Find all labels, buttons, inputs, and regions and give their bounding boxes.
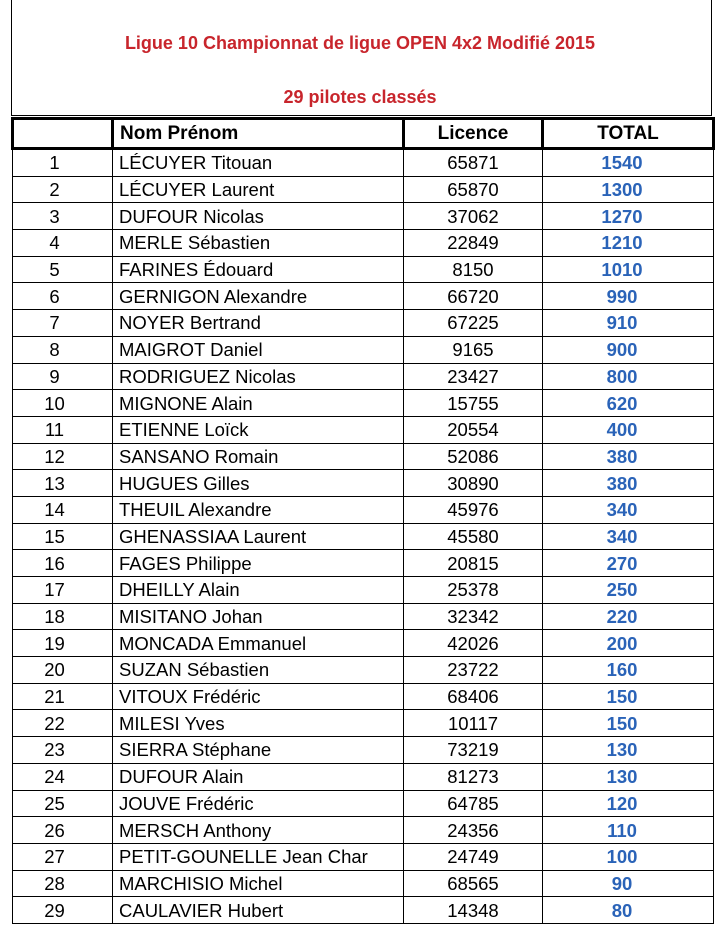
total-column-header: TOTAL	[543, 119, 714, 149]
table-row	[13, 443, 714, 470]
name-cell: MERLE Sébastien	[113, 230, 404, 257]
total-cell: 130	[543, 737, 714, 764]
licence-cell: 68565	[404, 870, 543, 897]
total-cell: 400	[543, 416, 714, 443]
licence-cell: 52086	[404, 443, 543, 470]
name-cell: SANSANO Romain	[113, 443, 404, 470]
rank-cell: 15	[13, 523, 113, 550]
licence-cell: 20554	[404, 416, 543, 443]
table-row	[13, 523, 714, 550]
name-cell: MERSCH Anthony	[113, 817, 404, 844]
name-cell: LÉCUYER Laurent	[113, 176, 404, 203]
name-cell: DUFOUR Nicolas	[113, 203, 404, 230]
licence-cell: 67225	[404, 310, 543, 337]
rank-cell: 22	[13, 710, 113, 737]
name-cell: MISITANO Johan	[113, 603, 404, 630]
licence-cell: 81273	[404, 763, 543, 790]
rank-cell: 2	[13, 176, 113, 203]
licence-cell: 8150	[404, 256, 543, 283]
name-cell: MILESI Yves	[113, 710, 404, 737]
page-subtitle: 29 pilotes classés	[283, 87, 437, 107]
table-header-row	[13, 119, 714, 149]
total-cell: 1210	[543, 230, 714, 257]
total-cell: 270	[543, 550, 714, 577]
licence-cell: 9165	[404, 336, 543, 363]
table-row	[13, 710, 714, 737]
name-cell: THEUIL Alexandre	[113, 496, 404, 523]
table-row	[13, 683, 714, 710]
name-cell: CAULAVIER Hubert	[113, 897, 404, 924]
licence-cell: 65871	[404, 149, 543, 177]
total-cell: 800	[543, 363, 714, 390]
licence-cell: 73219	[404, 737, 543, 764]
licence-cell: 24356	[404, 817, 543, 844]
name-cell: MARCHISIO Michel	[113, 870, 404, 897]
total-cell: 80	[543, 897, 714, 924]
rank-cell: 11	[13, 416, 113, 443]
rank-cell: 13	[13, 470, 113, 497]
licence-cell: 23427	[404, 363, 543, 390]
total-cell: 220	[543, 603, 714, 630]
rank-cell: 20	[13, 657, 113, 684]
rank-cell: 17	[13, 577, 113, 604]
total-cell: 1010	[543, 256, 714, 283]
table-row	[13, 843, 714, 870]
licence-cell: 30890	[404, 470, 543, 497]
licence-cell: 10117	[404, 710, 543, 737]
name-cell: GERNIGON Alexandre	[113, 283, 404, 310]
name-cell: FAGES Philippe	[113, 550, 404, 577]
licence-cell: 32342	[404, 603, 543, 630]
table-row	[13, 496, 714, 523]
rank-cell: 24	[13, 763, 113, 790]
licence-column-header: Licence	[404, 119, 543, 149]
licence-cell: 15755	[404, 390, 543, 417]
table-row	[13, 630, 714, 657]
name-cell: GHENASSIAA Laurent	[113, 523, 404, 550]
table-row	[13, 256, 714, 283]
licence-cell: 24749	[404, 843, 543, 870]
total-cell: 1540	[543, 149, 714, 177]
table-row	[13, 817, 714, 844]
table-row	[13, 310, 714, 337]
table-row	[13, 577, 714, 604]
total-cell: 110	[543, 817, 714, 844]
licence-cell: 25378	[404, 577, 543, 604]
table-row	[13, 603, 714, 630]
name-cell: VITOUX Frédéric	[113, 683, 404, 710]
name-cell: DUFOUR Alain	[113, 763, 404, 790]
rank-cell: 21	[13, 683, 113, 710]
total-cell: 1270	[543, 203, 714, 230]
rank-cell: 3	[13, 203, 113, 230]
table-row	[13, 550, 714, 577]
name-cell: ETIENNE Loïck	[113, 416, 404, 443]
total-cell: 150	[543, 683, 714, 710]
table-row	[13, 737, 714, 764]
licence-cell: 14348	[404, 897, 543, 924]
table-row	[13, 390, 714, 417]
table-row	[13, 657, 714, 684]
rank-cell: 5	[13, 256, 113, 283]
total-cell: 380	[543, 443, 714, 470]
rank-cell: 12	[13, 443, 113, 470]
rank-column-header	[13, 119, 113, 149]
rank-cell: 10	[13, 390, 113, 417]
total-cell: 900	[543, 336, 714, 363]
total-cell: 340	[543, 523, 714, 550]
licence-cell: 22849	[404, 230, 543, 257]
name-cell: SIERRA Stéphane	[113, 737, 404, 764]
table-row	[13, 790, 714, 817]
table-row	[13, 870, 714, 897]
licence-cell: 64785	[404, 790, 543, 817]
ranking-table	[11, 117, 715, 924]
name-column-header: Nom Prénom	[113, 119, 404, 149]
rank-cell: 19	[13, 630, 113, 657]
table-body	[13, 149, 714, 924]
rank-cell: 18	[13, 603, 113, 630]
rank-cell: 25	[13, 790, 113, 817]
licence-cell: 66720	[404, 283, 543, 310]
table-row	[13, 203, 714, 230]
total-cell: 120	[543, 790, 714, 817]
rank-cell: 1	[13, 149, 113, 177]
table-row	[13, 470, 714, 497]
name-cell: HUGUES Gilles	[113, 470, 404, 497]
rank-cell: 8	[13, 336, 113, 363]
total-cell: 90	[543, 870, 714, 897]
licence-cell: 65870	[404, 176, 543, 203]
name-cell: JOUVE Frédéric	[113, 790, 404, 817]
name-cell: NOYER Bertrand	[113, 310, 404, 337]
rank-cell: 23	[13, 737, 113, 764]
total-cell: 130	[543, 763, 714, 790]
table-row	[13, 230, 714, 257]
name-cell: MIGNONE Alain	[113, 390, 404, 417]
licence-cell: 45976	[404, 496, 543, 523]
total-cell: 340	[543, 496, 714, 523]
rank-cell: 26	[13, 817, 113, 844]
name-cell: LÉCUYER Titouan	[113, 149, 404, 177]
rank-cell: 6	[13, 283, 113, 310]
name-cell: RODRIGUEZ Nicolas	[113, 363, 404, 390]
rank-cell: 7	[13, 310, 113, 337]
total-cell: 910	[543, 310, 714, 337]
table-row	[13, 416, 714, 443]
name-cell: MAIGROT Daniel	[113, 336, 404, 363]
total-cell: 1300	[543, 176, 714, 203]
licence-cell: 20815	[404, 550, 543, 577]
page-title: Ligue 10 Championnat de ligue OPEN 4x2 Modifié 2015	[124, 33, 596, 53]
licence-cell: 45580	[404, 523, 543, 550]
total-cell: 150	[543, 710, 714, 737]
table-row	[13, 336, 714, 363]
licence-cell: 23722	[404, 657, 543, 684]
rank-cell: 29	[13, 897, 113, 924]
table-row	[13, 283, 714, 310]
name-cell: MONCADA Emmanuel	[113, 630, 404, 657]
total-cell: 200	[543, 630, 714, 657]
table-row	[13, 176, 714, 203]
total-cell: 380	[543, 470, 714, 497]
licence-cell: 68406	[404, 683, 543, 710]
table-row	[13, 763, 714, 790]
total-cell: 160	[543, 657, 714, 684]
rank-cell: 28	[13, 870, 113, 897]
name-cell: DHEILLY Alain	[113, 577, 404, 604]
name-cell: PETIT-GOUNELLE Jean Char	[113, 843, 404, 870]
table-row	[13, 897, 714, 924]
total-cell: 990	[543, 283, 714, 310]
name-cell: FARINES Édouard	[113, 256, 404, 283]
licence-cell: 42026	[404, 630, 543, 657]
total-cell: 100	[543, 843, 714, 870]
rank-cell: 4	[13, 230, 113, 257]
table-row	[13, 149, 714, 177]
total-cell: 250	[543, 577, 714, 604]
rank-cell: 9	[13, 363, 113, 390]
total-cell: 620	[543, 390, 714, 417]
table-row	[13, 363, 714, 390]
rank-cell: 14	[13, 496, 113, 523]
rank-cell: 16	[13, 550, 113, 577]
rank-cell: 27	[13, 843, 113, 870]
licence-cell: 37062	[404, 203, 543, 230]
name-cell: SUZAN Sébastien	[113, 657, 404, 684]
